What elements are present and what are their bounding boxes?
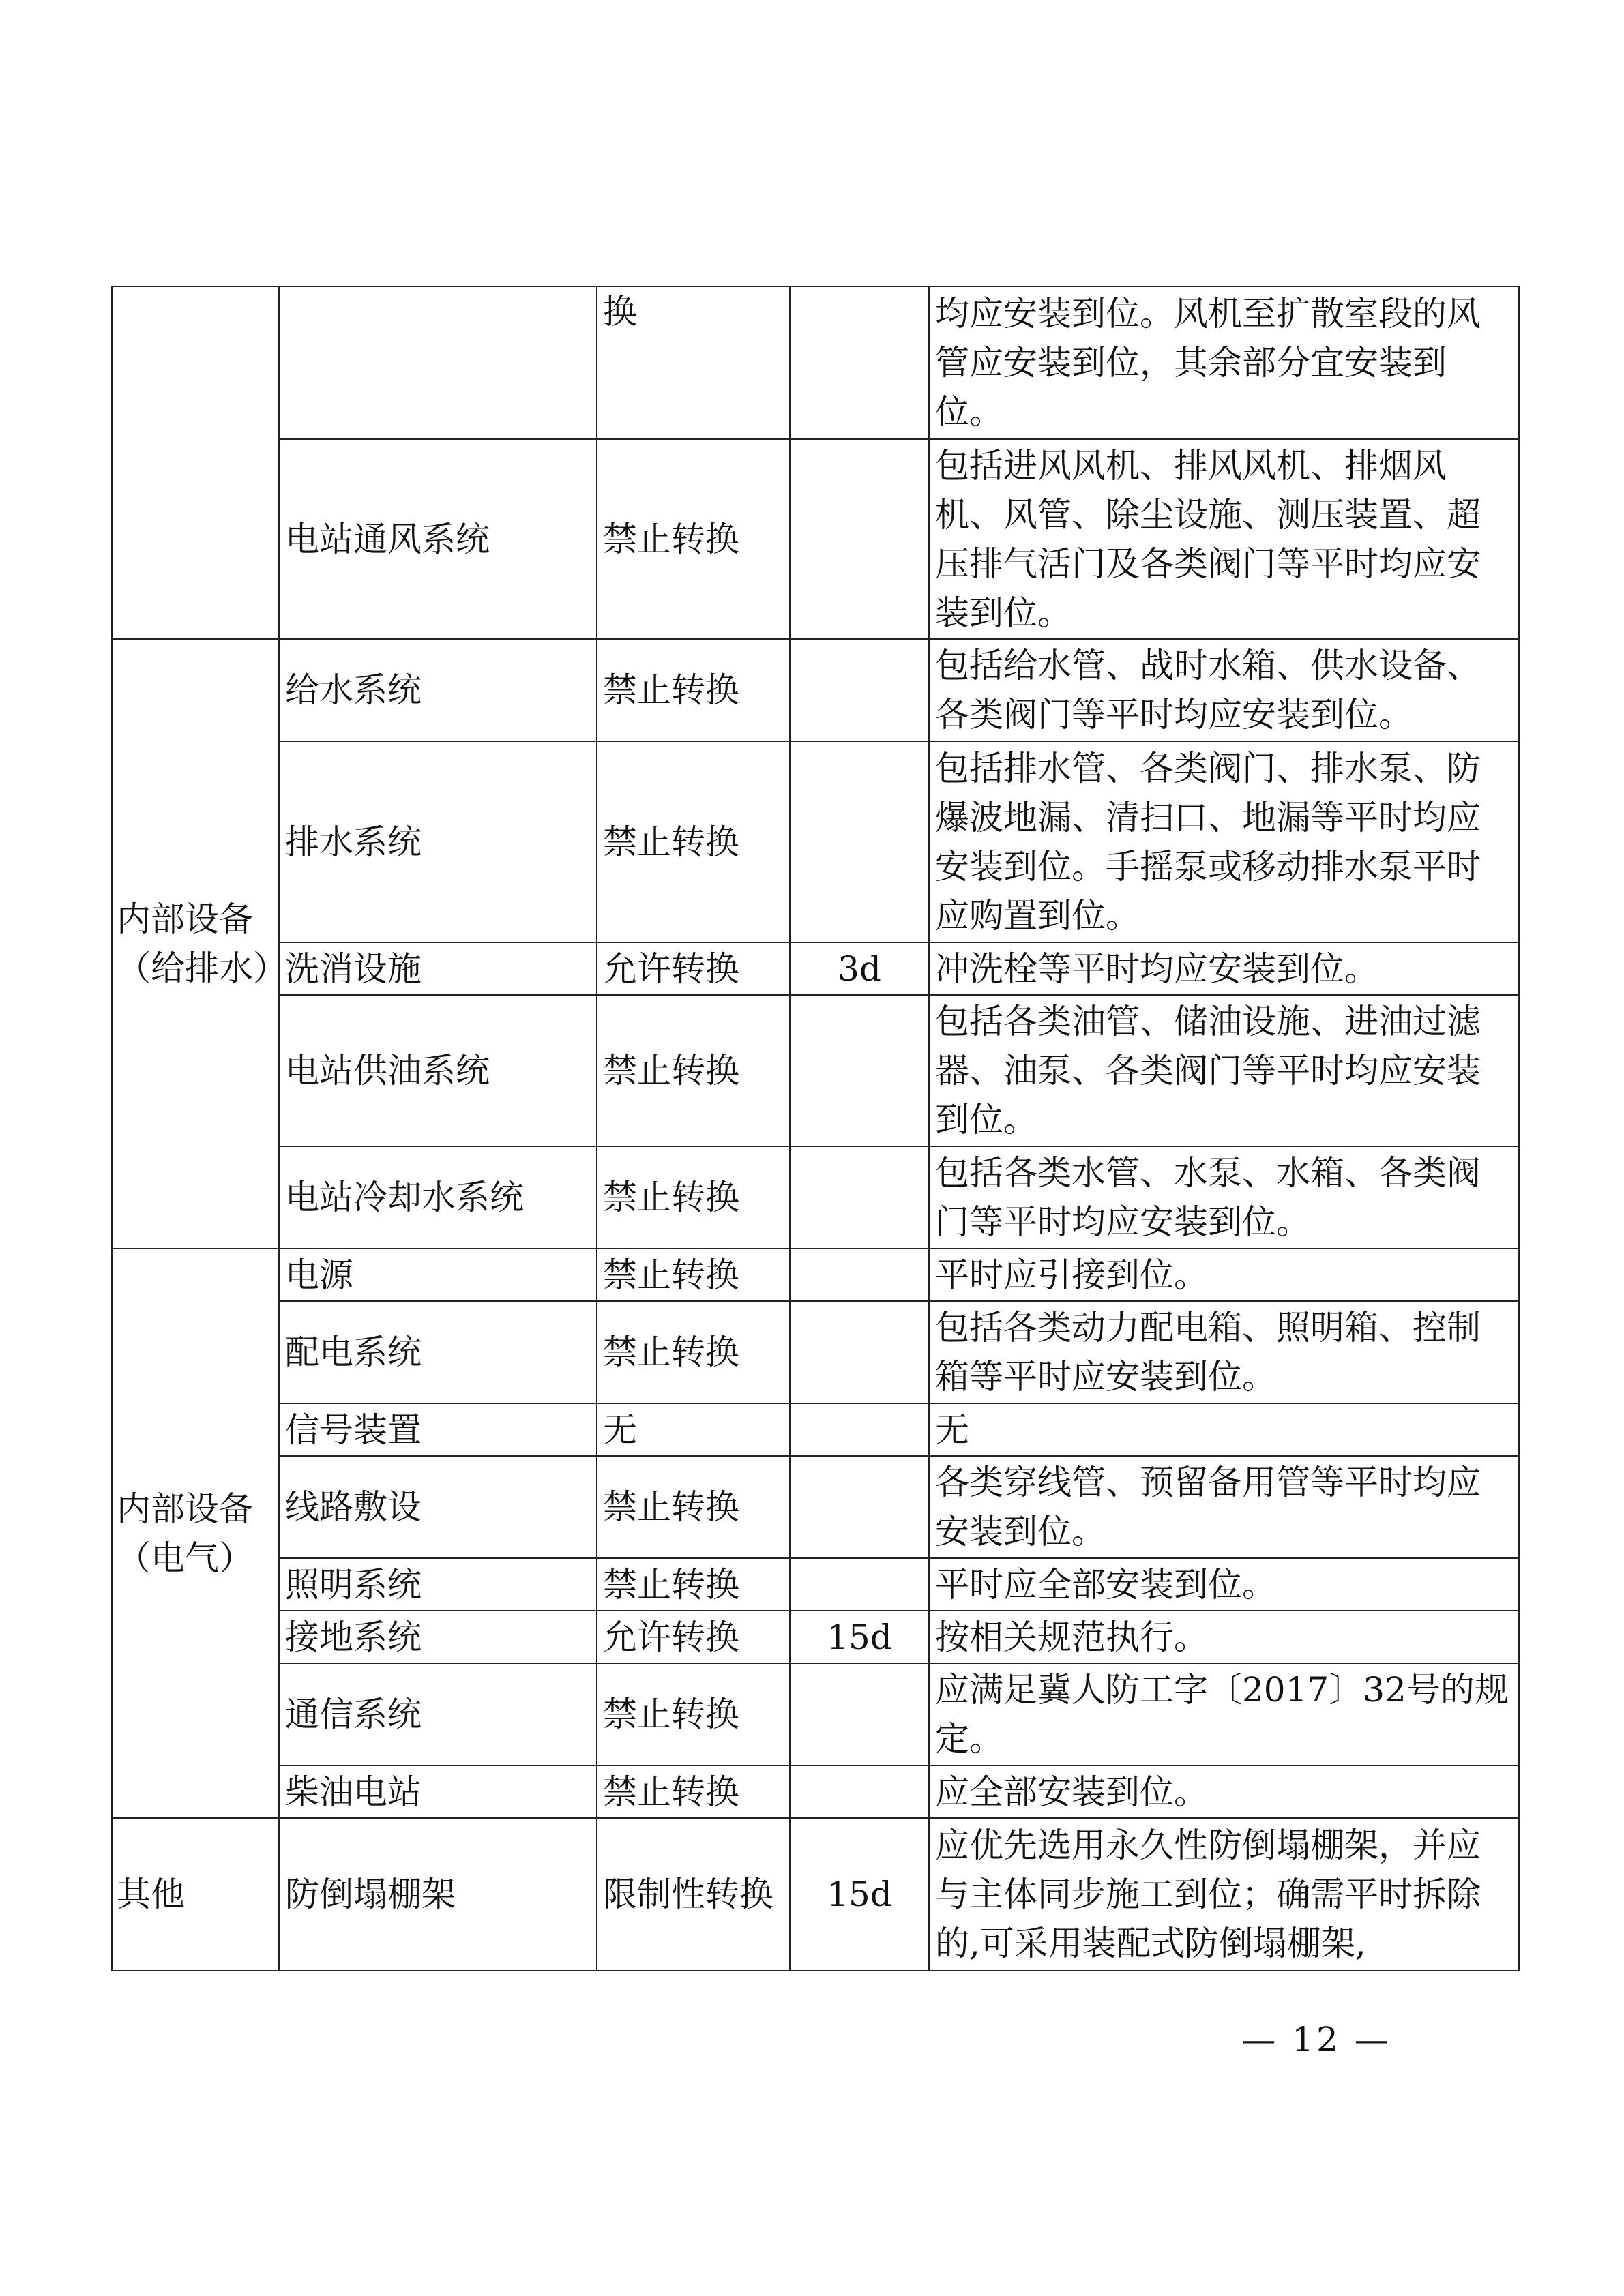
mode-cell: 禁止转换	[597, 995, 790, 1146]
remark-cell: 平时应引接到位。	[929, 1249, 1519, 1301]
item-cell: 给水系统	[279, 639, 597, 741]
item-cell: 排水系统	[279, 741, 597, 942]
regulation-table	[111, 286, 1520, 1971]
mode-cell: 禁止转换	[597, 1765, 790, 1818]
mode-cell: 禁止转换	[597, 1456, 790, 1558]
mode-cell: 允许转换	[597, 942, 790, 995]
remark-cell: 包括进风风机、排风风机、排烟风机、风管、除尘设施、测压装置、超压排气活门及各类阀门等平时均应安装到位。	[929, 439, 1519, 639]
item-cell: 线路敷设	[279, 1456, 597, 1558]
mode-cell: 禁止转换	[597, 1146, 790, 1249]
mode-cell: 无	[597, 1403, 790, 1456]
remark-cell: 各类穿线管、预留备用管等平时均应安装到位。	[929, 1456, 1519, 1558]
remark-cell: 包括给水管、战时水箱、供水设备、各类阀门等平时均应安装到位。	[929, 639, 1519, 741]
time-cell	[790, 639, 929, 741]
remark-cell: 按相关规范执行。	[929, 1611, 1519, 1663]
remark-cell: 包括各类动力配电箱、照明箱、控制箱等平时应安装到位。	[929, 1301, 1519, 1403]
group-cell: 内部设备（电气）	[112, 1249, 279, 1818]
time-cell: 15d	[790, 1818, 929, 1971]
time-cell	[790, 741, 929, 942]
mode-cell: 换	[597, 286, 790, 439]
table-row	[112, 286, 1519, 439]
item-cell: 通信系统	[279, 1663, 597, 1765]
table-row	[112, 1301, 1519, 1403]
item-cell: 照明系统	[279, 1558, 597, 1611]
mode-cell: 禁止转换	[597, 1301, 790, 1403]
item-cell: 信号装置	[279, 1403, 597, 1456]
remark-cell: 包括各类油管、储油设施、进油过滤器、油泵、各类阀门等平时均应安装到位。	[929, 995, 1519, 1146]
item-cell	[279, 286, 597, 439]
item-cell: 接地系统	[279, 1611, 597, 1663]
table-row	[112, 1146, 1519, 1249]
group-cell: 其他	[112, 1818, 279, 1971]
remark-cell: 应优先选用永久性防倒塌棚架，并应与主体同步施工到位；确需平时拆除的,可采用装配式防倒塌棚架,	[929, 1818, 1519, 1971]
table-row	[112, 942, 1519, 995]
item-cell: 防倒塌棚架	[279, 1818, 597, 1971]
table-row	[112, 639, 1519, 741]
mode-cell: 限制性转换	[597, 1818, 790, 1971]
remark-cell: 平时应全部安装到位。	[929, 1558, 1519, 1611]
table-row	[112, 995, 1519, 1146]
table-row	[112, 1403, 1519, 1456]
remark-cell: 应满足冀人防工字〔2017〕32号的规定。	[929, 1663, 1519, 1765]
table-row	[112, 1611, 1519, 1663]
table-row	[112, 1249, 1519, 1301]
remark-cell: 包括排水管、各类阀门、排水泵、防爆波地漏、清扫口、地漏等平时均应安装到位。手摇泵或移动排水泵平时应购置到位。	[929, 741, 1519, 942]
time-cell	[790, 439, 929, 639]
time-cell	[790, 1249, 929, 1301]
remark-cell: 应全部安装到位。	[929, 1765, 1519, 1818]
time-cell: 3d	[790, 942, 929, 995]
time-cell	[790, 1663, 929, 1765]
table-row	[112, 1765, 1519, 1818]
time-cell	[790, 1456, 929, 1558]
page-number: — 12 —	[1241, 2020, 1391, 2059]
table-row	[112, 741, 1519, 942]
item-cell: 电站通风系统	[279, 439, 597, 639]
mode-cell: 禁止转换	[597, 639, 790, 741]
table-row	[112, 1456, 1519, 1558]
group-cell: 内部设备（给排水）	[112, 639, 279, 1249]
mode-cell: 禁止转换	[597, 1663, 790, 1765]
remark-cell: 均应安装到位。风机至扩散室段的风管应安装到位，其余部分宜安装到位。	[929, 286, 1519, 439]
time-cell	[790, 995, 929, 1146]
mode-cell: 禁止转换	[597, 439, 790, 639]
table-row	[112, 1558, 1519, 1611]
mode-cell: 禁止转换	[597, 741, 790, 942]
item-cell: 电源	[279, 1249, 597, 1301]
time-cell	[790, 1765, 929, 1818]
time-cell	[790, 1403, 929, 1456]
table-row	[112, 439, 1519, 639]
time-cell	[790, 1301, 929, 1403]
table-row	[112, 1818, 1519, 1971]
table-row	[112, 1663, 1519, 1765]
item-cell: 柴油电站	[279, 1765, 597, 1818]
group-cell	[112, 286, 279, 639]
time-cell	[790, 286, 929, 439]
remark-cell: 无	[929, 1403, 1519, 1456]
item-cell: 电站冷却水系统	[279, 1146, 597, 1249]
time-cell	[790, 1146, 929, 1249]
remark-cell: 包括各类水管、水泵、水箱、各类阀门等平时均应安装到位。	[929, 1146, 1519, 1249]
mode-cell: 禁止转换	[597, 1249, 790, 1301]
remark-cell: 冲洗栓等平时均应安装到位。	[929, 942, 1519, 995]
time-cell: 15d	[790, 1611, 929, 1663]
item-cell: 配电系统	[279, 1301, 597, 1403]
mode-cell: 禁止转换	[597, 1558, 790, 1611]
item-cell: 洗消设施	[279, 942, 597, 995]
item-cell: 电站供油系统	[279, 995, 597, 1146]
time-cell	[790, 1558, 929, 1611]
mode-cell: 允许转换	[597, 1611, 790, 1663]
